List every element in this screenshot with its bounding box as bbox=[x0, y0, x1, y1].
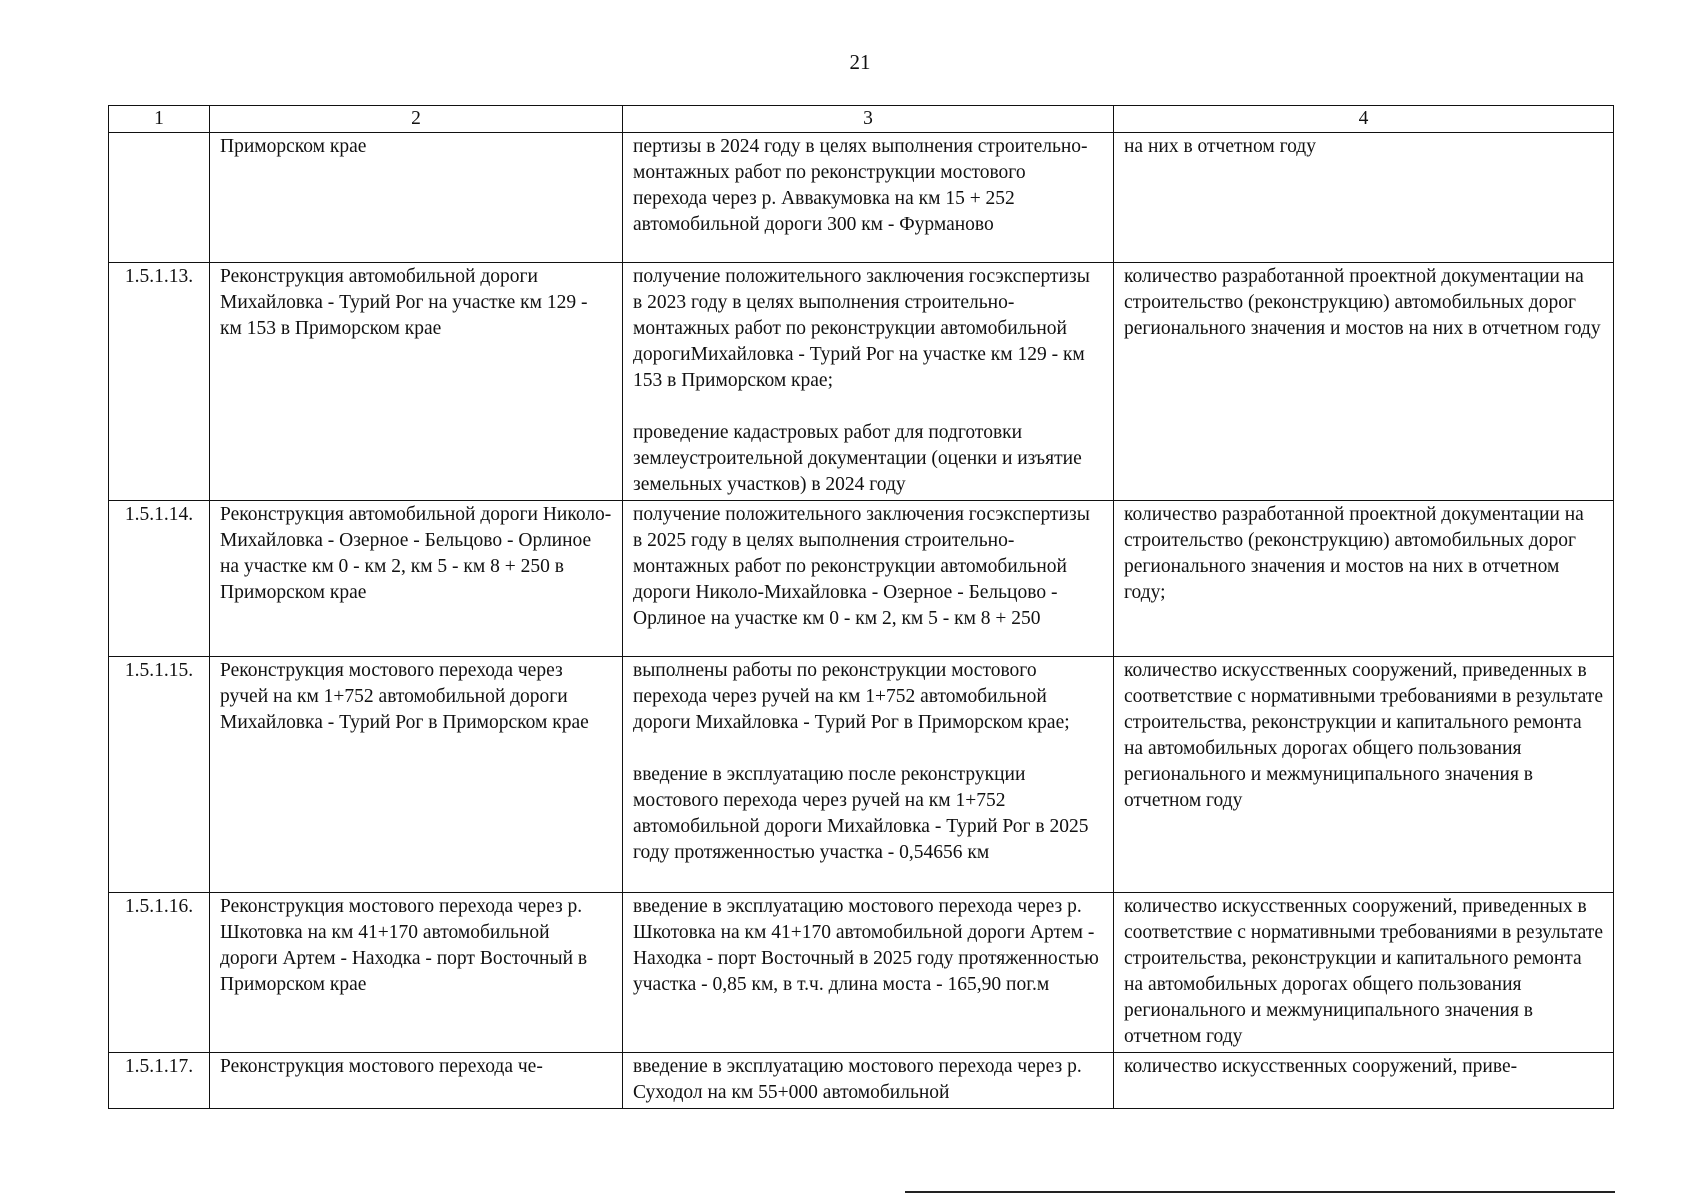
column-header-4: 4 bbox=[1114, 106, 1614, 133]
measure-name: Реконструкция мостового перехода через р. Шкотовка на км 41+170 автомобильной дороги Артем - Находка - порт Восточный в Приморском крае bbox=[210, 893, 623, 1053]
result-paragraph: введение в эксплуатацию мостового перехода через р. Шкотовка на км 41+170 автомобильной дороги Артем - Находка - порт Восточный в 2025 году протяженностью участка - 0,85 км, в т.ч. длина моста - 165,90 пог.м bbox=[633, 896, 1099, 995]
result-paragraph: получение положительного заключения госэкспертизы в 2025 году в целях выполнения строительно-монтажных работ по реконструкции автомобильной дороги Николо-Михайловка - Озерное - Бельцово - Орлиное на участке км 0 - км 2, км 5 - км 8 + 250 bbox=[633, 504, 1090, 629]
header-row bbox=[109, 106, 1614, 133]
table-body bbox=[109, 133, 1614, 1109]
column-header-3: 3 bbox=[623, 106, 1114, 133]
indicator: количество разработанной проектной документации на строительство (реконструкцию) автомобильных дорог регионального значения и мостов на них в отчетном году bbox=[1114, 263, 1614, 501]
result-paragraph: пертизы в 2024 году в целях выполнения строительно-монтажных работ по реконструкции мостового перехода через р. Аввакумовка на км 15 + 252 автомобильной дороги 300 км - Фурманово bbox=[633, 136, 1088, 235]
indicator: на них в отчетном году bbox=[1114, 133, 1614, 263]
expected-results bbox=[623, 1053, 1114, 1109]
result-paragraph: проведение кадастровых работ для подготовки землеустроительной документации (оценки и изъятие земельных участков) в 2024 году bbox=[633, 422, 1082, 495]
row-number: 1.5.1.17. bbox=[109, 1053, 210, 1109]
table-row bbox=[109, 133, 1614, 263]
indicator: количество искусственных сооружений, приведенных в соответствие с нормативными требованиями в результате строительства, реконструкции и капитального ремонта на автомобильных дорогах общего пользования регионального и межмуниципального значения в отчетном году bbox=[1114, 893, 1614, 1053]
indicator: количество искусственных сооружений, приве- bbox=[1114, 1053, 1614, 1109]
table-header bbox=[109, 106, 1614, 133]
table-row bbox=[109, 263, 1614, 501]
row-number: 1.5.1.16. bbox=[109, 893, 210, 1053]
table-row bbox=[109, 893, 1614, 1053]
measures-table bbox=[108, 105, 1614, 1109]
row-number: 1.5.1.15. bbox=[109, 657, 210, 893]
row-number bbox=[109, 133, 210, 263]
column-header-2: 2 bbox=[210, 106, 623, 133]
table-row bbox=[109, 501, 1614, 657]
table-row bbox=[109, 1053, 1614, 1109]
indicator: количество разработанной проектной документации на строительство (реконструкцию) автомобильных дорог регионального значения и мостов на них в отчетном году; bbox=[1114, 501, 1614, 657]
result-paragraph: введение в эксплуатацию мостового перехода через р. Суходол на км 55+000 автомобильной bbox=[633, 1056, 1082, 1103]
expected-results bbox=[623, 657, 1114, 893]
page-number: 21 bbox=[849, 50, 871, 74]
row-number: 1.5.1.14. bbox=[109, 501, 210, 657]
measure-name: Реконструкция мостового перехода через ручей на км 1+752 автомобильной дороги Михайловка - Турий Рог в Приморском крае bbox=[210, 657, 623, 893]
measure-name: Реконструкция автомобильной дороги Николо-Михайловка - Озерное - Бельцово - Орлиное на участке км 0 - км 2, км 5 - км 8 + 250 в Приморском крае bbox=[210, 501, 623, 657]
table-row bbox=[109, 657, 1614, 893]
expected-results bbox=[623, 263, 1114, 501]
expected-results bbox=[623, 893, 1114, 1053]
bottom-divider-line bbox=[905, 1191, 1615, 1193]
measure-name: Приморском крае bbox=[210, 133, 623, 263]
expected-results bbox=[623, 133, 1114, 263]
result-paragraph: введение в эксплуатацию после реконструкции мостового перехода через ручей на км 1+752 автомобильной дороги Михайловка - Турий Рог в 2025 году протяженностью участка - 0,54656 км bbox=[633, 764, 1089, 863]
result-paragraph: выполнены работы по реконструкции мостового перехода через ручей на км 1+752 автомобильной дороги Михайловка - Турий Рог в Приморском крае; bbox=[633, 660, 1070, 733]
column-header-1: 1 bbox=[109, 106, 210, 133]
result-paragraph: получение положительного заключения госэкспертизы в 2023 году в целях выполнения строительно-монтажных работ по реконструкции автомобильной дорогиМихайловка - Турий Рог на участке км 129 - км 153 в Приморском крае; bbox=[633, 266, 1090, 391]
measure-name: Реконструкция мостового перехода че- bbox=[210, 1053, 623, 1109]
indicator: количество искусственных сооружений, приведенных в соответствие с нормативными требованиями в результате строительства, реконструкции и капитального ремонта на автомобильных дорогах общего пользования регионального и межмуниципального значения в отчетном году bbox=[1114, 657, 1614, 893]
row-number: 1.5.1.13. bbox=[109, 263, 210, 501]
measure-name: Реконструкция автомобильной дороги Михайловка - Турий Рог на участке км 129 - км 153 в Приморском крае bbox=[210, 263, 623, 501]
expected-results bbox=[623, 501, 1114, 657]
